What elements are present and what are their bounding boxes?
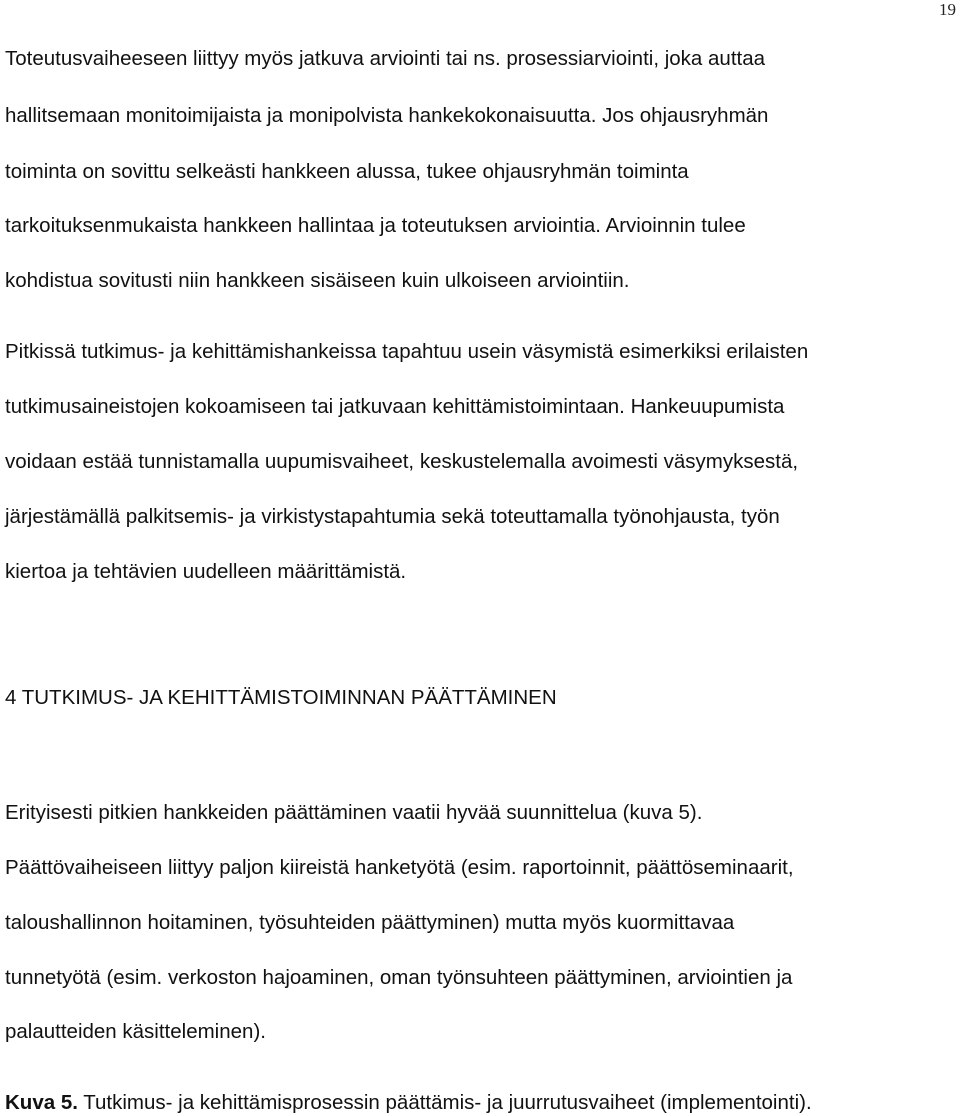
text-line: Erityisesti pitkien hankkeiden päättäminen vaatii hyvää suunnittelua (kuva 5).	[5, 801, 703, 824]
text-line: järjestämällä palkitsemis- ja virkistystapahtumia sekä toteuttamalla työnohjausta, työn	[5, 505, 780, 528]
text-line: taloushallinnon hoitaminen, työsuhteiden päättyminen) mutta myös kuormittavaa	[5, 911, 735, 934]
text-line: Toteutusvaiheeseen liittyy myös jatkuva arviointi tai ns. prosessiarviointi, joka auttaa	[5, 47, 766, 70]
text-line: Pitkissä tutkimus- ja kehittämishankeissa tapahtuu usein väsymistä esimerkiksi erilaisten	[5, 340, 809, 363]
text-line: kohdistua sovitusti niin hankkeen sisäiseen kuin ulkoiseen arviointiin.	[5, 269, 630, 292]
text-line: tarkoituksenmukaista hankkeen hallintaa ja toteutuksen arviointia. Arvioinnin tulee	[5, 214, 746, 237]
text-line: voidaan estää tunnistamalla uupumisvaiheet, keskustelemalla avoimesti väsymyksestä,	[5, 450, 799, 473]
text-line: palautteiden käsitteleminen).	[5, 1020, 266, 1043]
figure-caption-text: Tutkimus- ja kehittämisprosessin päättämis- ja juurrutusvaiheet (implementointi).	[77, 1091, 812, 1114]
section-heading: 4 TUTKIMUS- JA KEHITTÄMISTOIMINNAN PÄÄTTÄMINEN	[5, 686, 557, 709]
figure-caption	[5, 1091, 812, 1115]
figure-caption-label: Kuva 5.	[5, 1091, 78, 1114]
text-line: Päättövaiheiseen liittyy paljon kiireistä hanketyötä (esim. raportoinnit, päättöseminaarit,	[5, 856, 794, 879]
text-line: tutkimusaineistojen kokoamiseen tai jatkuvaan kehittämistoimintaan. Hankeuupumista	[5, 395, 785, 418]
text-line: hallitsemaan monitoimijaista ja monipolvista hankekokonaisuutta. Jos ohjausryhmän	[5, 104, 769, 127]
text-line: tunnetyötä (esim. verkoston hajoaminen, oman työnsuhteen päättyminen, arviointien ja	[5, 966, 793, 989]
text-line: kiertoa ja tehtävien uudelleen määrittämistä.	[5, 560, 407, 583]
page-number: 19	[939, 0, 956, 19]
text-line: toiminta on sovittu selkeästi hankkeen alussa, tukee ohjausryhmän toiminta	[5, 160, 689, 183]
